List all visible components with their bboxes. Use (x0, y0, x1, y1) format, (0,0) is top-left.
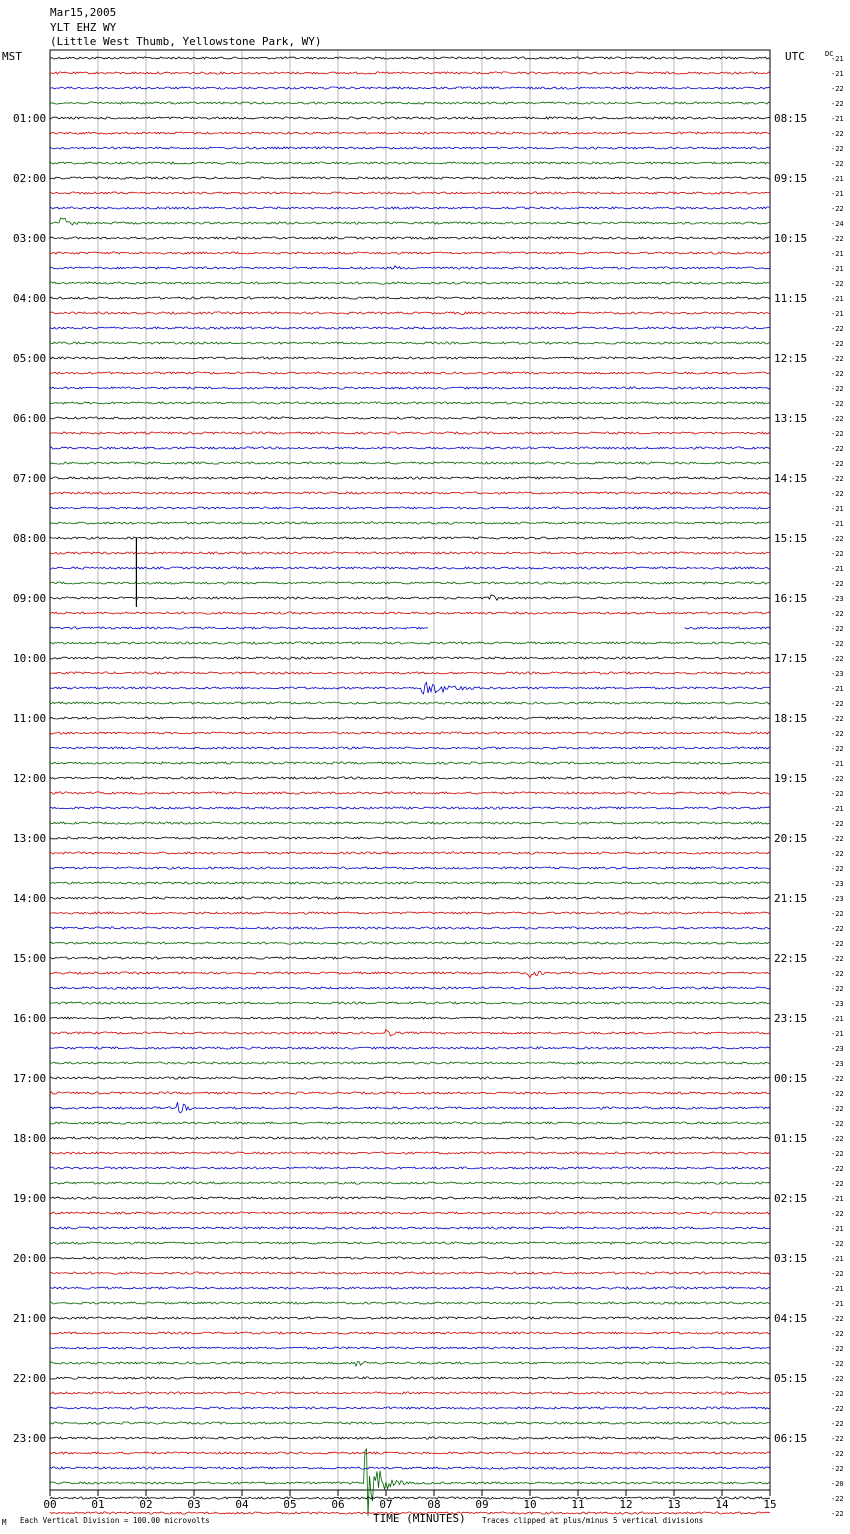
dc-offset-label: -21 (831, 565, 844, 573)
x-tick-label: 03 (187, 1498, 201, 1511)
dc-offset-label: -23 (831, 595, 844, 603)
left-hour-label: 16:00 (13, 1012, 47, 1025)
seismic-trace (50, 237, 770, 239)
right-hour-label: 06:15 (774, 1432, 808, 1445)
dc-offset-label: -22 (831, 940, 844, 948)
right-hour-label: 16:15 (774, 592, 808, 605)
x-axis-ticks (43, 1490, 776, 1511)
right-hour-label: 17:15 (774, 652, 808, 665)
dc-offset-label: -21 (831, 1300, 844, 1308)
dc-offset-label: -22 (831, 100, 844, 108)
dc-offset-label: -22 (831, 910, 844, 918)
dc-offset-label: -22 (831, 700, 844, 708)
right-hour-label: 12:15 (774, 352, 808, 365)
right-hour-label: 22:15 (774, 952, 808, 965)
left-hour-label: 10:00 (13, 652, 47, 665)
seismic-trace (50, 218, 770, 225)
right-hour-label: 04:15 (774, 1312, 808, 1325)
left-hour-label: 19:00 (13, 1192, 47, 1205)
dc-offset-label: -22 (831, 325, 844, 333)
dc-offset-label: -22 (831, 985, 844, 993)
right-hour-label: 18:15 (774, 712, 808, 725)
seismic-trace (50, 102, 770, 104)
seismic-trace (50, 732, 770, 734)
seismic-trace (50, 1092, 770, 1094)
seismic-trace (50, 177, 770, 179)
seismic-trace (50, 792, 770, 794)
seismic-trace (50, 1452, 770, 1454)
seismic-trace (50, 1062, 770, 1064)
x-tick-label: 00 (43, 1498, 57, 1511)
seismic-trace (50, 1347, 770, 1349)
dc-offset-label: -21 (831, 190, 844, 198)
x-tick-label: 09 (475, 1498, 489, 1511)
seismic-trace (50, 117, 770, 119)
x-tick-label: 11 (571, 1498, 585, 1511)
dc-offset-label: -22 (831, 535, 844, 543)
dc-offset-label: -22 (831, 580, 844, 588)
dc-offset-label: -22 (831, 1075, 844, 1083)
seismic-trace (50, 387, 770, 389)
dc-offset-label: -22 (831, 955, 844, 963)
seismic-trace (50, 132, 770, 134)
seismic-trace (50, 1407, 770, 1409)
left-hour-label: 02:00 (13, 172, 47, 185)
right-hour-label: 09:15 (774, 172, 808, 185)
dc-offset-label: -22 (831, 1405, 844, 1413)
seismic-trace (50, 882, 770, 884)
dc-offset-label: -22 (831, 1450, 844, 1458)
seismic-trace (50, 492, 770, 494)
dc-offset-label: -22 (831, 1390, 844, 1398)
dc-offset-label: -22 (831, 460, 844, 468)
dc-offset-label: -22 (831, 130, 844, 138)
seismic-trace (50, 642, 770, 644)
dc-column-label: DC (825, 50, 834, 58)
seismic-trace (50, 762, 770, 764)
seismic-trace (50, 837, 770, 839)
dc-offset-label: -22 (831, 1375, 844, 1383)
seismic-trace (50, 657, 770, 659)
dc-offset-label: -21 (831, 1030, 844, 1038)
seismic-trace (50, 942, 770, 944)
seismic-trace (50, 522, 770, 524)
dc-offset-label: -21 (831, 265, 844, 273)
left-hour-label: 06:00 (13, 412, 47, 425)
dc-offset-label: -23 (831, 670, 844, 678)
seismic-trace (50, 1197, 770, 1199)
x-tick-label: 10 (523, 1498, 537, 1511)
left-hour-label: 11:00 (13, 712, 47, 725)
right-timezone-label: UTC (785, 50, 805, 63)
station-code: YLT EHZ WY (50, 21, 117, 34)
dc-offset-label: -21 (831, 1225, 844, 1233)
seismic-trace (50, 927, 770, 929)
seismic-trace (50, 432, 770, 434)
seismic-trace (50, 777, 770, 779)
dc-offset-label: -22 (831, 280, 844, 288)
seismic-trace (50, 1167, 770, 1169)
seismic-trace (50, 1137, 770, 1139)
trace-group (50, 57, 770, 1516)
seismic-trace (50, 582, 770, 584)
left-hour-label: 14:00 (13, 892, 47, 905)
dc-offset-label: -23 (831, 1060, 844, 1068)
dc-offset-label: -22 (831, 1135, 844, 1143)
right-hour-label: 21:15 (774, 892, 808, 905)
seismic-trace (50, 672, 770, 674)
seismic-trace (50, 1497, 770, 1499)
seismic-trace (50, 342, 770, 344)
x-tick-label: 15 (763, 1498, 777, 1511)
left-hour-label: 13:00 (13, 832, 47, 845)
left-hour-label: 21:00 (13, 1312, 47, 1325)
dc-offset-label: -22 (831, 145, 844, 153)
left-hour-label: 01:00 (13, 112, 47, 125)
seismic-trace (50, 627, 770, 629)
dc-offset-label: -21 (831, 685, 844, 693)
right-hour-label: 00:15 (774, 1072, 808, 1085)
dc-offset-label: -21 (831, 295, 844, 303)
dc-offset-label: -22 (831, 1180, 844, 1188)
left-hour-label: 08:00 (13, 532, 47, 545)
dc-offset-label: -22 (831, 85, 844, 93)
dc-offset-label: -22 (831, 820, 844, 828)
dc-offset-label: -21 (831, 1285, 844, 1293)
dc-offset-labels (831, 55, 844, 1518)
left-hour-label: 20:00 (13, 1252, 47, 1265)
left-hour-label: 22:00 (13, 1372, 47, 1385)
seismic-trace (50, 147, 770, 149)
dc-offset-label: -23 (831, 880, 844, 888)
right-hour-label: 05:15 (774, 1372, 808, 1385)
seismic-trace (50, 1392, 770, 1394)
seismic-trace (50, 207, 770, 209)
seismic-trace (50, 567, 770, 569)
seismic-trace (50, 1030, 770, 1036)
dc-offset-label: -22 (831, 1360, 844, 1368)
dc-offset-label: -22 (831, 1240, 844, 1248)
seismic-trace (50, 1002, 770, 1004)
dc-offset-label: -22 (831, 1210, 844, 1218)
station-location: (Little West Thumb, Yellowstone Park, WY) (50, 35, 322, 48)
dc-offset-label: -22 (831, 370, 844, 378)
dc-offset-label: -23 (831, 1000, 844, 1008)
dc-offset-label: -21 (831, 310, 844, 318)
x-tick-label: 02 (139, 1498, 153, 1511)
seismic-trace (50, 1361, 770, 1366)
dc-offset-label: -22 (831, 445, 844, 453)
seismic-trace (50, 1102, 770, 1113)
right-hour-label: 23:15 (774, 1012, 808, 1025)
seismic-trace (50, 462, 770, 464)
seismic-trace (50, 1017, 770, 1019)
seismic-trace (50, 282, 770, 284)
dc-offset-label: -20 (831, 1480, 844, 1488)
dc-offset-label: -22 (831, 715, 844, 723)
dc-offset-label: -22 (831, 865, 844, 873)
dc-offset-label: -21 (831, 1015, 844, 1023)
dc-offset-label: -21 (831, 805, 844, 813)
dc-offset-label: -22 (831, 775, 844, 783)
x-axis-title: TIME (MINUTES) (373, 1512, 466, 1525)
seismic-trace (50, 1422, 770, 1424)
left-timezone-label: MST (2, 50, 22, 63)
right-hour-label: 15:15 (774, 532, 808, 545)
left-hour-label: 12:00 (13, 772, 47, 785)
seismic-trace (50, 987, 770, 989)
dc-offset-label: -22 (831, 1495, 844, 1503)
left-hour-label: 17:00 (13, 1072, 47, 1085)
clip-note: Traces clipped at plus/minus 5 vertical divisions (482, 1516, 704, 1525)
dc-offset-label: -22 (831, 1510, 844, 1518)
seismic-trace (50, 612, 770, 614)
plot-frame (50, 50, 770, 1490)
dc-offset-label: -22 (831, 385, 844, 393)
dc-offset-label: -22 (831, 1270, 844, 1278)
x-tick-label: 04 (235, 1498, 249, 1511)
right-hour-label: 20:15 (774, 832, 808, 845)
dc-offset-label: -23 (831, 1045, 844, 1053)
seismic-trace (50, 852, 770, 854)
seismic-trace (50, 552, 770, 554)
x-tick-label: 05 (283, 1498, 297, 1511)
seismic-trace (50, 717, 770, 719)
seismic-trace (50, 162, 770, 164)
seismic-trace (50, 417, 770, 419)
seismic-trace (50, 971, 770, 978)
seismic-trace (50, 957, 770, 959)
dc-offset-label: -22 (831, 1315, 844, 1323)
dc-offset-label: -22 (831, 610, 844, 618)
dc-offset-label: -21 (831, 505, 844, 513)
seismic-trace (50, 1047, 770, 1049)
dc-offset-label: -21 (831, 1255, 844, 1263)
dc-offset-label: -21 (831, 520, 844, 528)
record-date: Mar15,2005 (50, 6, 117, 19)
seismic-trace (50, 87, 770, 89)
seismic-trace (50, 1449, 770, 1516)
left-hour-label: 05:00 (13, 352, 47, 365)
dc-offset-label: -22 (831, 1330, 844, 1338)
seismic-trace (50, 1257, 770, 1259)
dc-offset-label: -21 (831, 1195, 844, 1203)
dc-offset-label: -22 (831, 655, 844, 663)
seismic-trace (50, 912, 770, 915)
seismic-trace (50, 1272, 770, 1274)
dc-offset-label: -22 (831, 640, 844, 648)
dc-offset-label: -22 (831, 340, 844, 348)
seismic-trace (50, 537, 770, 539)
seismic-trace (50, 897, 770, 899)
seismic-trace (50, 1152, 770, 1154)
dc-offset-label: -22 (831, 1105, 844, 1113)
right-hour-label: 11:15 (774, 292, 808, 305)
left-hour-label: 03:00 (13, 232, 47, 245)
seismic-trace (50, 447, 770, 449)
seismic-trace (50, 1317, 770, 1319)
right-hour-label: 14:15 (774, 472, 808, 485)
dc-offset-label: -22 (831, 730, 844, 738)
seismic-trace (50, 327, 770, 329)
left-hour-label: 09:00 (13, 592, 47, 605)
seismic-trace (50, 357, 770, 359)
seismic-trace (50, 1212, 770, 1214)
dc-offset-label: -22 (831, 925, 844, 933)
dc-offset-label: -21 (831, 175, 844, 183)
left-hour-label: 15:00 (13, 952, 47, 965)
x-tick-label: 13 (667, 1498, 681, 1511)
seismic-trace (50, 266, 770, 269)
seismic-trace (50, 683, 770, 694)
dc-offset-label: -22 (831, 550, 844, 558)
seismic-trace (50, 1437, 770, 1439)
left-hour-label: 23:00 (13, 1432, 47, 1445)
seismic-trace (50, 1287, 770, 1289)
right-hour-label: 13:15 (774, 412, 808, 425)
dc-offset-label: -21 (831, 115, 844, 123)
right-hour-label: 01:15 (774, 1132, 808, 1145)
seismic-trace (50, 747, 770, 749)
dc-offset-label: -22 (831, 475, 844, 483)
x-tick-label: 14 (715, 1498, 729, 1511)
dc-offset-label: -22 (831, 355, 844, 363)
left-hour-label: 18:00 (13, 1132, 47, 1145)
seismic-trace (50, 1122, 770, 1124)
seismic-trace (50, 867, 770, 869)
dc-offset-label: -21 (831, 55, 844, 63)
dc-offset-label: -22 (831, 205, 844, 213)
x-tick-label: 12 (619, 1498, 633, 1511)
corner-mark: M (2, 1518, 7, 1527)
seismic-trace (50, 477, 770, 479)
dc-offset-label: -22 (831, 1345, 844, 1353)
dc-offset-label: -24 (831, 220, 844, 228)
seismic-trace (50, 297, 770, 299)
seismic-trace (50, 192, 770, 194)
dc-offset-label: -22 (831, 430, 844, 438)
seismic-trace (50, 822, 770, 824)
seismic-trace (50, 1182, 770, 1184)
seismic-trace (50, 1467, 770, 1469)
dc-offset-label: -22 (831, 400, 844, 408)
dc-offset-label: -22 (831, 415, 844, 423)
dc-offset-label: -22 (831, 1120, 844, 1128)
x-tick-label: 07 (379, 1498, 393, 1511)
dc-offset-label: -22 (831, 1420, 844, 1428)
dc-offset-label: -21 (831, 250, 844, 258)
scale-note: Each Vertical Division = 100.00 microvolts (20, 1516, 210, 1525)
seismic-trace (50, 702, 770, 704)
dc-offset-label: -21 (831, 760, 844, 768)
dc-offset-label: -22 (831, 160, 844, 168)
dc-offset-label: -22 (831, 1165, 844, 1173)
x-tick-label: 08 (427, 1498, 441, 1511)
dc-offset-label: -22 (831, 625, 844, 633)
seismic-trace (50, 507, 770, 509)
right-hour-labels (774, 112, 807, 1445)
seismic-trace (50, 1077, 770, 1079)
seismic-trace (50, 252, 770, 254)
seismic-trace (50, 312, 770, 315)
right-hour-label: 08:15 (774, 112, 808, 125)
dc-offset-label: -22 (831, 745, 844, 753)
dc-offset-label: -22 (831, 970, 844, 978)
left-hour-label: 04:00 (13, 292, 47, 305)
dc-offset-label: -22 (831, 850, 844, 858)
seismic-trace (50, 57, 770, 59)
seismic-trace (50, 1242, 770, 1244)
right-hour-label: 02:15 (774, 1192, 808, 1205)
seismic-trace (50, 807, 770, 809)
seismic-trace (50, 1332, 770, 1334)
dc-offset-label: -21 (831, 70, 844, 78)
dc-offset-label: -22 (831, 490, 844, 498)
dc-offset-label: -22 (831, 1150, 844, 1158)
dc-offset-label: -22 (831, 235, 844, 243)
dc-offset-label: -22 (831, 1435, 844, 1443)
seismic-trace (50, 595, 770, 600)
dc-offset-label: -22 (831, 835, 844, 843)
left-hour-labels (13, 112, 46, 1445)
right-hour-label: 03:15 (774, 1252, 808, 1265)
seismic-trace (50, 1302, 770, 1304)
dc-offset-label: -22 (831, 790, 844, 798)
seismic-trace (50, 1377, 770, 1379)
dc-offset-label: -22 (831, 1465, 844, 1473)
x-tick-label: 01 (91, 1498, 105, 1511)
seismic-trace (50, 72, 770, 74)
dc-offset-label: -22 (831, 1090, 844, 1098)
seismic-trace (50, 1227, 770, 1229)
right-hour-label: 10:15 (774, 232, 808, 245)
seismic-trace (50, 372, 770, 374)
seismic-trace (50, 402, 770, 404)
dc-offset-label: -23 (831, 895, 844, 903)
right-hour-label: 19:15 (774, 772, 808, 785)
x-tick-label: 06 (331, 1498, 345, 1511)
left-hour-label: 07:00 (13, 472, 47, 485)
